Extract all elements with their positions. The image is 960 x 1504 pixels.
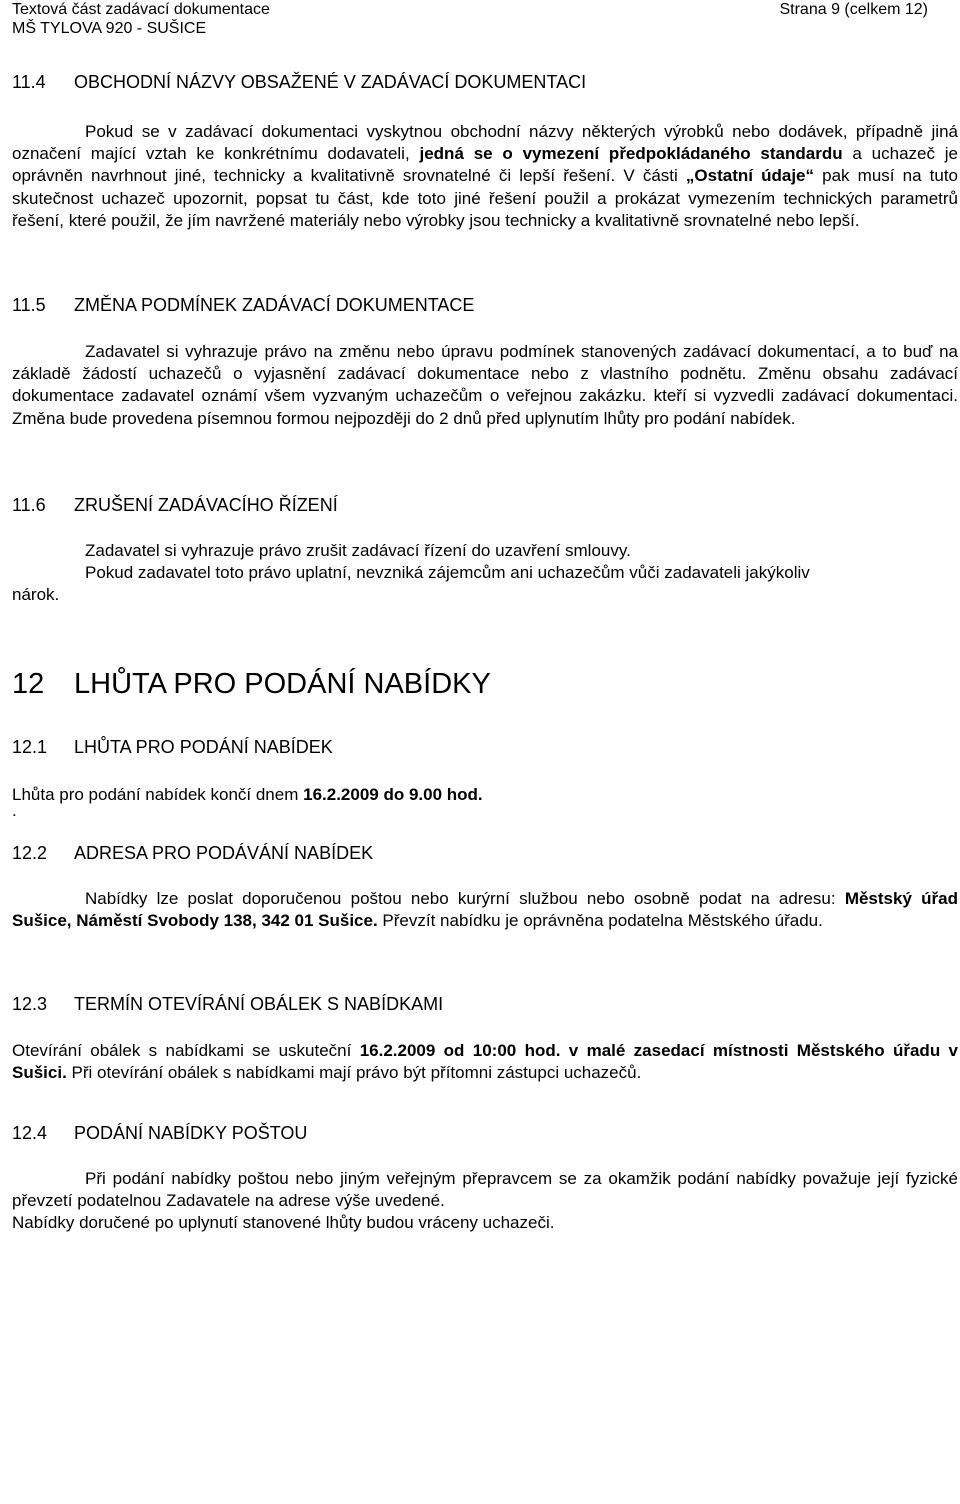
paragraph-text: Lhůta pro podání nabídek končí dnem [12,785,304,804]
paragraph-text: . [12,801,17,821]
page-number: Strana 9 (celkem 12) [779,1,928,18]
section-heading-11-6 [12,494,338,516]
paragraph-bold-text: „Ostatní údaje“ [685,166,815,186]
paragraph-12-1-deadline [12,784,958,822]
section-title: LHŮTA PRO PODÁNÍ NABÍDEK [74,737,333,757]
paragraph-text: Pokud se v zadávací dokumentaci vyskytnou obchodní názvy některých výrobků nebo dodávek, případně jiná označení mající vztah ke konkrétnímu dodavateli, [12,122,958,164]
paragraph-12-3-opening [12,1040,958,1084]
section-title: OBCHODNÍ NÁZVY OBSAŽENÉ V ZADÁVACÍ DOKUMENTACI [74,72,587,92]
section-title: TERMÍN OTEVÍRÁNÍ OBÁLEK S NABÍDKAMI [74,994,444,1014]
paragraph-bold-text: jedná se o vymezení předpokládaného standardu [419,144,843,164]
paragraph-11-5-changes [12,341,958,430]
chapter-title: LHŮTA PRO PODÁNÍ NABÍDKY [74,668,491,700]
section-number: 12.2 [12,843,48,863]
section-title: PODÁNÍ NABÍDKY POŠTOU [74,1123,308,1143]
chapter-number: 12 [12,668,45,700]
section-heading-11-4 [12,71,586,93]
section-title: ADRESA PRO PODÁVÁNÍ NABÍDEK [74,843,374,863]
paragraph-11-4-trade-names [12,121,958,232]
paragraph-11-6-cancellation [12,540,958,607]
section-number: 12.1 [12,737,48,757]
submission-address: Městský úřad Sušice, Náměstí Svobody 138, 342 01 Sušice. [12,889,958,931]
section-heading-12-2 [12,842,373,864]
section-heading-12-4 [12,1122,307,1144]
section-heading-12-3 [12,993,443,1015]
paragraph-12-2-address [12,888,958,932]
paragraph-text: Zadavatel si vyhrazuje právo zrušit zadávací řízení do uzavření smlouvy. [85,541,631,560]
section-title: ZMĚNA PODMÍNEK ZADÁVACÍ DOKUMENTACE [74,295,475,315]
section-title: ZRUŠENÍ ZADÁVACÍHO ŘÍZENÍ [74,495,338,515]
section-number: 12.4 [12,1123,48,1143]
section-number: 11.6 [12,495,46,515]
paragraph-text: pak musí na tuto skutečnost uchazeč upozornit, popsat tu část, kde toto jiné řešení použil a prokázat vymezením technických parametrů řešení, které použil, že jím navržené materiály nebo výrobky jsou technicky a kvalitativně srovnatelné nebo lepší. [12,166,959,230]
paragraph-text: Při otevírání obálek s nabídkami mají právo být přítomni zástupci uchazečů. [66,1063,642,1083]
page-header-left [12,0,270,38]
paragraph-text: Nabídky lze poslat doporučenou poštou nebo kurýrní službou nebo osobně podat na adresu: [85,889,845,908]
paragraph-text: Nabídky doručené po uplynutí stanovené lhůty budou vráceny uchazeči. [12,1213,555,1233]
section-heading-12-1 [12,736,333,758]
paragraph-text: Pokud zadavatel toto právo uplatní, nevzniká zájemcům ani uchazečům vůči zadavateli jakýkoliv [85,563,810,583]
section-number: 11.5 [12,295,46,315]
paragraph-text: Otevírání obálek s nabídkami se uskuteční [12,1041,360,1060]
section-heading-11-5 [12,294,474,316]
section-number: 11.4 [12,72,46,92]
school-name: MŠ TYLOVA 920 - SUŠICE [12,20,207,37]
paragraph-text: Převzít nabídku je oprávněna podatelna Městského úřadu. [377,911,823,931]
paragraph-text: a uchazeč je oprávněn navrhnout jiné, technicky a kvalitativně srovnatelné či lepší řešení. [12,144,959,186]
paragraph-text: Zadavatel si vyhrazuje právo na změnu nebo úpravu podmínek stanovených zadávací dokumentací, a to buď na základě žádostí uchazečů o vyjasnění zadávací dokumentace nebo z vlastního podnětu. Změnu obsahu zadávací dokumentace zadavatel oznámí všem vyzvaným uchazečům o veřejnou zakázku. kteří si vyzvedli zadávací dokumentaci. Změna bude provedena písemnou formou nejpozději do 2 dnů před uplynutím lhůty pro podání nabídek. [12,342,958,428]
document-title: Textová část zadávací dokumentace [12,1,270,18]
paragraph-text: Při podání nabídky poštou nebo jiným veřejným přepravcem se za okamžik podání nabídky považuje její fyzické převzetí podatelnou Zadavatele na adrese výše uvedené. [12,1169,958,1211]
chapter-heading-12 [12,667,491,701]
opening-date-place: 16.2.2009 od 10:00 hod. v malé zasedací místnosti Městského úřadu v Sušici. [12,1041,958,1083]
paragraph-text: V části [623,166,686,186]
deadline-date: 16.2.2009 do 9.00 hod. [303,785,483,804]
paragraph-12-4-post [12,1168,958,1235]
paragraph-text: nárok. [12,585,60,605]
section-number: 12.3 [12,994,48,1014]
